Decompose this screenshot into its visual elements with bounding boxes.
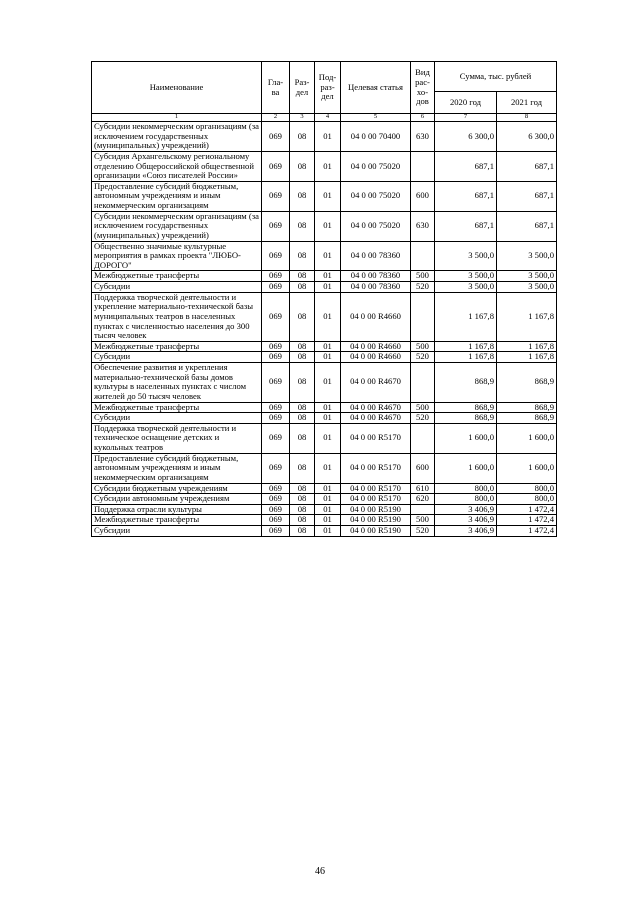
column-numbers-row <box>92 114 557 122</box>
row-razdel-cell: 08 <box>290 241 315 271</box>
row-podrazdel-cell: 01 <box>315 282 341 293</box>
row-razdel-cell: 08 <box>290 413 315 424</box>
table-row <box>92 241 557 271</box>
header-razdel: Раз-дел <box>290 62 315 114</box>
row-statya-cell: 04 0 00 R5190 <box>341 504 411 515</box>
row-vid-cell: 500 <box>411 515 435 526</box>
row-2020-value: 1 167,8 <box>435 352 497 363</box>
row-name-cell: Обеспечение развития и укрепления материально-технической базы домов культуры в населенных пунктах с числом жителей до 50 тысяч человек <box>92 363 262 403</box>
row-podrazdel-cell: 01 <box>315 494 341 505</box>
row-podrazdel-cell: 01 <box>315 271 341 282</box>
row-name-cell: Предоставление субсидий бюджетным, автономным учреждениям и иным некоммерческим организациям <box>92 181 262 211</box>
row-statya-cell: 04 0 00 75020 <box>341 211 411 241</box>
row-name-cell: Субсидии <box>92 282 262 293</box>
row-statya-cell: 04 0 00 78360 <box>341 271 411 282</box>
row-2020-value: 868,9 <box>435 363 497 403</box>
row-razdel-cell: 08 <box>290 526 315 537</box>
table-row <box>92 151 557 181</box>
row-razdel-cell: 08 <box>290 515 315 526</box>
row-name-cell: Общественно значимые культурные мероприятия в рамках проекта "ЛЮБО-ДОРОГО" <box>92 241 262 271</box>
row-statya-cell: 04 0 00 R4670 <box>341 402 411 413</box>
header-year-2021: 2021 год <box>497 92 557 114</box>
row-podrazdel-cell: 01 <box>315 241 341 271</box>
table-row <box>92 271 557 282</box>
row-statya-cell: 04 0 00 75020 <box>341 151 411 181</box>
row-2020-value: 6 300,0 <box>435 122 497 152</box>
row-name-cell: Межбюджетные трансферты <box>92 271 262 282</box>
table-row <box>92 122 557 152</box>
row-name-cell: Субсидии некоммерческим организациям (за исключением государственных (муниципальных) учреждений) <box>92 122 262 152</box>
table-row <box>92 282 557 293</box>
row-name-cell: Предоставление субсидий бюджетным, автономным учреждениям и иным некоммерческим организациям <box>92 453 262 483</box>
header-vid: Вид рас-хо-дов <box>411 62 435 114</box>
row-2021-value: 1 472,4 <box>497 526 557 537</box>
row-podrazdel-cell: 01 <box>315 151 341 181</box>
row-glava-cell: 069 <box>262 453 290 483</box>
row-razdel-cell: 08 <box>290 483 315 494</box>
row-vid-cell <box>411 363 435 403</box>
row-statya-cell: 04 0 00 R4670 <box>341 413 411 424</box>
row-vid-cell: 520 <box>411 352 435 363</box>
header-summa: Сумма, тыс. рублей <box>435 62 557 92</box>
row-podrazdel-cell: 01 <box>315 211 341 241</box>
row-podrazdel-cell: 01 <box>315 292 341 341</box>
row-2021-value: 687,1 <box>497 181 557 211</box>
row-statya-cell: 04 0 00 70400 <box>341 122 411 152</box>
row-name-cell: Межбюджетные трансферты <box>92 515 262 526</box>
row-name-cell: Субсидии бюджетным учреждениям <box>92 483 262 494</box>
row-podrazdel-cell: 01 <box>315 413 341 424</box>
row-glava-cell: 069 <box>262 363 290 403</box>
row-vid-cell: 520 <box>411 282 435 293</box>
row-name-cell: Субсидии <box>92 526 262 537</box>
table-row <box>92 352 557 363</box>
row-razdel-cell: 08 <box>290 453 315 483</box>
row-2020-value: 687,1 <box>435 151 497 181</box>
row-vid-cell: 500 <box>411 402 435 413</box>
row-glava-cell: 069 <box>262 352 290 363</box>
row-glava-cell: 069 <box>262 494 290 505</box>
column-number: 3 <box>290 114 315 122</box>
row-2020-value: 687,1 <box>435 181 497 211</box>
row-name-cell: Поддержка творческой деятельности и укрепление материально-технической базы муниципальных театров в населенных пунктах с численностью населения до 300 тысяч человек <box>92 292 262 341</box>
row-razdel-cell: 08 <box>290 271 315 282</box>
row-2021-value: 800,0 <box>497 483 557 494</box>
row-2021-value: 3 500,0 <box>497 282 557 293</box>
row-glava-cell: 069 <box>262 423 290 453</box>
row-2021-value: 868,9 <box>497 363 557 403</box>
row-name-cell: Субсидии <box>92 413 262 424</box>
column-number: 1 <box>92 114 262 122</box>
table-row <box>92 504 557 515</box>
row-vid-cell <box>411 504 435 515</box>
page-number: 46 <box>315 866 325 877</box>
row-statya-cell: 04 0 00 R5190 <box>341 526 411 537</box>
row-razdel-cell: 08 <box>290 292 315 341</box>
row-2020-value: 3 406,9 <box>435 526 497 537</box>
row-razdel-cell: 08 <box>290 363 315 403</box>
row-2020-value: 3 406,9 <box>435 504 497 515</box>
row-2020-value: 800,0 <box>435 483 497 494</box>
row-2021-value: 1 472,4 <box>497 515 557 526</box>
row-2021-value: 1 472,4 <box>497 504 557 515</box>
table-row <box>92 453 557 483</box>
row-name-cell: Поддержка отрасли культуры <box>92 504 262 515</box>
row-2021-value: 6 300,0 <box>497 122 557 152</box>
row-vid-cell: 620 <box>411 494 435 505</box>
row-name-cell: Межбюджетные трансферты <box>92 402 262 413</box>
table-row <box>92 423 557 453</box>
row-2020-value: 1 600,0 <box>435 453 497 483</box>
row-podrazdel-cell: 01 <box>315 122 341 152</box>
table-row <box>92 483 557 494</box>
row-glava-cell: 069 <box>262 341 290 352</box>
row-razdel-cell: 08 <box>290 494 315 505</box>
row-podrazdel-cell: 01 <box>315 483 341 494</box>
row-razdel-cell: 08 <box>290 282 315 293</box>
row-vid-cell <box>411 151 435 181</box>
table-row <box>92 211 557 241</box>
row-glava-cell: 069 <box>262 271 290 282</box>
row-glava-cell: 069 <box>262 483 290 494</box>
row-vid-cell: 630 <box>411 122 435 152</box>
row-glava-cell: 069 <box>262 413 290 424</box>
row-podrazdel-cell: 01 <box>315 423 341 453</box>
row-glava-cell: 069 <box>262 292 290 341</box>
row-statya-cell: 04 0 00 R4660 <box>341 341 411 352</box>
row-name-cell: Субсидии автономным учреждениям <box>92 494 262 505</box>
row-vid-cell: 600 <box>411 453 435 483</box>
row-razdel-cell: 08 <box>290 341 315 352</box>
row-name-cell: Субсидия Архангельскому региональному отделению Общероссийской общественной организации «Союз писателей России» <box>92 151 262 181</box>
budget-table <box>91 61 557 537</box>
table-row <box>92 413 557 424</box>
row-glava-cell: 069 <box>262 122 290 152</box>
header-statya: Целевая статья <box>341 62 411 114</box>
row-razdel-cell: 08 <box>290 151 315 181</box>
row-name-cell: Субсидии <box>92 352 262 363</box>
row-vid-cell: 500 <box>411 271 435 282</box>
row-name-cell: Поддержка творческой деятельности и техническое оснащение детских и кукольных театров <box>92 423 262 453</box>
row-statya-cell: 04 0 00 R5190 <box>341 515 411 526</box>
row-statya-cell: 04 0 00 R5170 <box>341 494 411 505</box>
row-2021-value: 1 600,0 <box>497 423 557 453</box>
row-2021-value: 3 500,0 <box>497 271 557 282</box>
table-row <box>92 515 557 526</box>
row-vid-cell <box>411 423 435 453</box>
row-2020-value: 3 406,9 <box>435 515 497 526</box>
row-vid-cell: 610 <box>411 483 435 494</box>
row-statya-cell: 04 0 00 R5170 <box>341 423 411 453</box>
row-2020-value: 3 500,0 <box>435 241 497 271</box>
row-2021-value: 1 600,0 <box>497 453 557 483</box>
table-row <box>92 181 557 211</box>
row-statya-cell: 04 0 00 R4660 <box>341 352 411 363</box>
column-number: 2 <box>262 114 290 122</box>
row-glava-cell: 069 <box>262 181 290 211</box>
row-2021-value: 3 500,0 <box>497 241 557 271</box>
row-vid-cell: 600 <box>411 181 435 211</box>
row-glava-cell: 069 <box>262 504 290 515</box>
row-2021-value: 1 167,8 <box>497 292 557 341</box>
row-statya-cell: 04 0 00 R5170 <box>341 483 411 494</box>
row-vid-cell: 500 <box>411 341 435 352</box>
row-podrazdel-cell: 01 <box>315 341 341 352</box>
row-statya-cell: 04 0 00 78360 <box>341 282 411 293</box>
column-number: 6 <box>411 114 435 122</box>
row-glava-cell: 069 <box>262 151 290 181</box>
row-vid-cell: 520 <box>411 526 435 537</box>
row-statya-cell: 04 0 00 R4660 <box>341 292 411 341</box>
row-statya-cell: 04 0 00 R5170 <box>341 453 411 483</box>
row-glava-cell: 069 <box>262 241 290 271</box>
row-razdel-cell: 08 <box>290 211 315 241</box>
row-razdel-cell: 08 <box>290 423 315 453</box>
row-glava-cell: 069 <box>262 402 290 413</box>
row-razdel-cell: 08 <box>290 352 315 363</box>
row-glava-cell: 069 <box>262 526 290 537</box>
row-razdel-cell: 08 <box>290 402 315 413</box>
row-podrazdel-cell: 01 <box>315 453 341 483</box>
row-podrazdel-cell: 01 <box>315 352 341 363</box>
row-podrazdel-cell: 01 <box>315 526 341 537</box>
row-2020-value: 800,0 <box>435 494 497 505</box>
row-2020-value: 868,9 <box>435 413 497 424</box>
row-2020-value: 1 167,8 <box>435 341 497 352</box>
row-podrazdel-cell: 01 <box>315 402 341 413</box>
table-row <box>92 526 557 537</box>
header-year-2020: 2020 год <box>435 92 497 114</box>
row-razdel-cell: 08 <box>290 122 315 152</box>
table-row <box>92 363 557 403</box>
table-row <box>92 402 557 413</box>
row-2021-value: 1 167,8 <box>497 341 557 352</box>
row-statya-cell: 04 0 00 78360 <box>341 241 411 271</box>
header-podrazdel: Под-раз-дел <box>315 62 341 114</box>
row-2021-value: 687,1 <box>497 151 557 181</box>
table-body <box>92 122 557 537</box>
row-glava-cell: 069 <box>262 515 290 526</box>
row-glava-cell: 069 <box>262 211 290 241</box>
row-2020-value: 1 600,0 <box>435 423 497 453</box>
row-razdel-cell: 08 <box>290 504 315 515</box>
column-number: 7 <box>435 114 497 122</box>
header-glava: Гла-ва <box>262 62 290 114</box>
row-2020-value: 1 167,8 <box>435 292 497 341</box>
row-2021-value: 868,9 <box>497 402 557 413</box>
table-row <box>92 494 557 505</box>
row-razdel-cell: 08 <box>290 181 315 211</box>
table-row <box>92 341 557 352</box>
row-podrazdel-cell: 01 <box>315 181 341 211</box>
row-name-cell: Межбюджетные трансферты <box>92 341 262 352</box>
row-2021-value: 1 167,8 <box>497 352 557 363</box>
row-vid-cell: 520 <box>411 413 435 424</box>
header-name: Наименование <box>92 62 262 114</box>
table-row <box>92 292 557 341</box>
row-vid-cell <box>411 292 435 341</box>
column-number: 8 <box>497 114 557 122</box>
row-2021-value: 800,0 <box>497 494 557 505</box>
row-glava-cell: 069 <box>262 282 290 293</box>
row-vid-cell <box>411 241 435 271</box>
row-2020-value: 3 500,0 <box>435 271 497 282</box>
row-vid-cell: 630 <box>411 211 435 241</box>
row-statya-cell: 04 0 00 R4670 <box>341 363 411 403</box>
column-number: 5 <box>341 114 411 122</box>
row-2021-value: 687,1 <box>497 211 557 241</box>
row-podrazdel-cell: 01 <box>315 515 341 526</box>
table-header <box>92 62 557 122</box>
row-2020-value: 3 500,0 <box>435 282 497 293</box>
row-name-cell: Субсидии некоммерческим организациям (за исключением государственных (муниципальных) учреждений) <box>92 211 262 241</box>
row-2021-value: 868,9 <box>497 413 557 424</box>
row-podrazdel-cell: 01 <box>315 504 341 515</box>
row-2020-value: 868,9 <box>435 402 497 413</box>
row-podrazdel-cell: 01 <box>315 363 341 403</box>
row-statya-cell: 04 0 00 75020 <box>341 181 411 211</box>
row-2020-value: 687,1 <box>435 211 497 241</box>
column-number: 4 <box>315 114 341 122</box>
